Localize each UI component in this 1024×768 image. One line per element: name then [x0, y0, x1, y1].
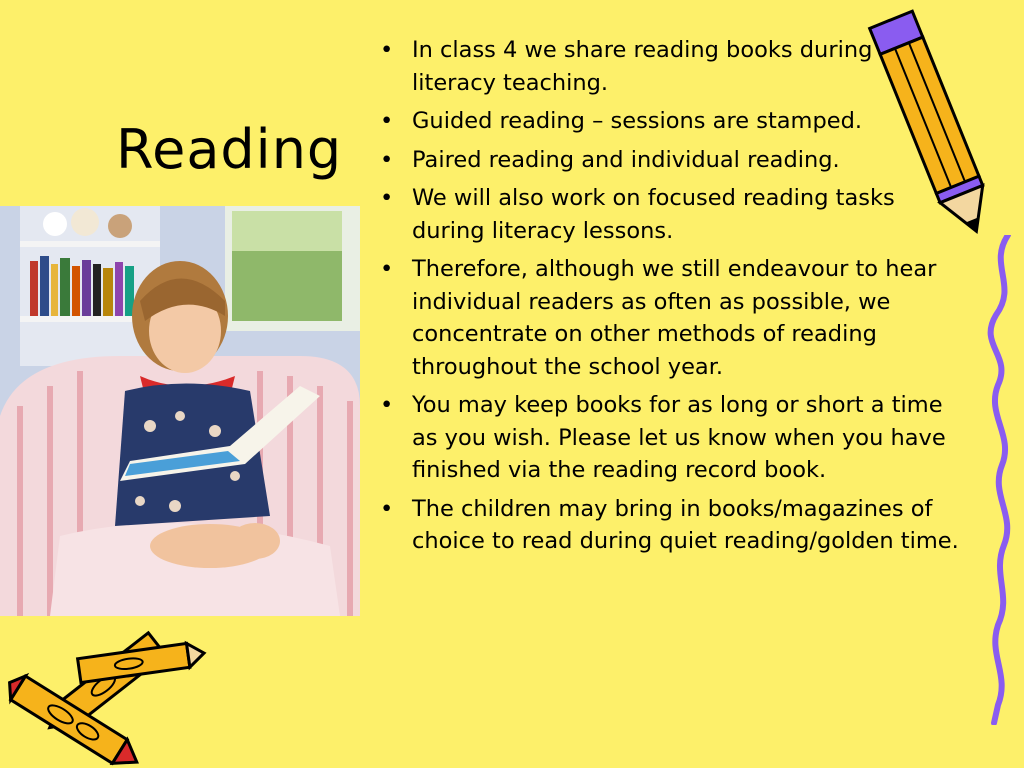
pencil-icon	[862, 4, 1002, 244]
bullet-text: The children may bring in books/magazines of choice to read during quiet reading/golden time.	[412, 495, 959, 554]
bullet-item	[380, 253, 960, 383]
bullet-text: In class 4 we share reading books during literacy teaching.	[412, 37, 873, 96]
bullet-marker: •	[380, 392, 394, 418]
squiggle-line	[968, 235, 1024, 725]
bullet-marker: •	[380, 495, 394, 522]
bullet-marker: •	[380, 146, 394, 173]
bullet-marker: •	[380, 256, 394, 282]
bullet-text: We will also work on focused reading tasks during literacy lessons.	[412, 185, 895, 244]
bullet-marker: •	[380, 108, 394, 134]
crayon-icon	[0, 618, 210, 768]
bullet-text: Paired reading and individual reading.	[412, 146, 840, 173]
slide-title: Reading	[116, 118, 343, 181]
bullet-item	[380, 493, 960, 558]
bullet-marker: •	[380, 37, 394, 63]
bullet-text: Therefore, although we still endeavour to hear individual readers as often as possible, we concentrate on other methods of reading throughout the school year.	[412, 256, 937, 380]
bullet-marker: •	[380, 185, 394, 211]
bullet-text: Guided reading – sessions are stamped.	[412, 108, 863, 134]
bullet-item	[380, 389, 960, 487]
child-reading-photo	[0, 206, 360, 616]
bullet-text: You may keep books for as long or short a time as you wish. Please let us know when you have finished via the reading record book.	[412, 392, 946, 483]
